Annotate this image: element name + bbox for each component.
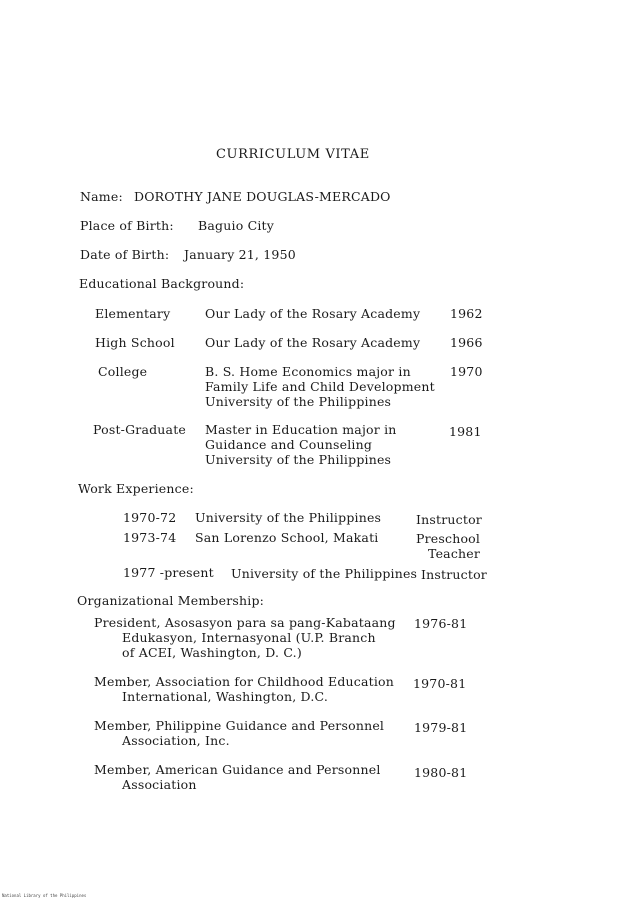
name-value: DOROTHY JANE DOUGLAS-MERCADO (134, 189, 391, 204)
organization-line: Member, Association for Childhood Education (94, 674, 395, 689)
education-school: Our Lady of the Rosary Academy (205, 306, 421, 321)
organization-line: Member, American Guidance and Personnel (94, 762, 381, 777)
organization-line: President, Asosasyon para sa pang-Kabataang (94, 615, 396, 630)
work-place: San Lorenzo School, Makati (195, 530, 379, 545)
organization-years: 1970-81 (413, 676, 467, 691)
work-place: University of the Philippines (195, 510, 382, 525)
organization-line: Member, Philippine Guidance and Personnel (94, 718, 385, 733)
place-of-birth-value: Baguio City (198, 218, 275, 233)
date-of-birth-value: January 21, 1950 (184, 247, 296, 262)
work-position: Instructor (421, 567, 487, 582)
organization-years: 1976-81 (414, 616, 468, 631)
work-years: 1973-74 (123, 530, 177, 545)
education-year: 1970 (450, 364, 483, 379)
page-title: CURRICULUM VITAE (216, 147, 370, 162)
education-level: Elementary (95, 306, 171, 321)
work-years: 1977 -present (123, 565, 214, 580)
work-position: Teacher (428, 546, 481, 561)
education-degree-line: University of the Philippines (205, 394, 392, 409)
education-heading: Educational Background: (79, 276, 245, 291)
scan-footer: National Library of the Philippines (2, 893, 87, 898)
education-year: 1962 (450, 306, 483, 321)
organization-line: International, Washington, D.C. (122, 689, 328, 704)
work-heading: Work Experience: (78, 481, 194, 496)
organization-years: 1980-81 (414, 765, 468, 780)
education-level: High School (95, 335, 175, 350)
education-degree-line: Master in Education major in (205, 422, 397, 437)
education-year: 1966 (450, 335, 483, 350)
work-position: Preschool (416, 531, 481, 546)
education-level: Post-Graduate (93, 422, 187, 437)
organization-line: Edukasyon, Internasyonal (U.P. Branch (122, 630, 376, 645)
education-year: 1981 (449, 424, 482, 439)
organization-line: Association, Inc. (122, 733, 230, 748)
organization-line: Association (122, 777, 197, 792)
education-level: College (98, 364, 148, 379)
name-label: Name: (80, 189, 123, 204)
education-school: Our Lady of the Rosary Academy (205, 335, 421, 350)
organizations-heading: Organizational Membership: (77, 593, 265, 608)
work-place: University of the Philippines (231, 566, 418, 581)
education-degree-line: University of the Philippines (205, 452, 392, 467)
education-degree-line: Family Life and Child Development (205, 379, 435, 394)
education-degree-line: B. S. Home Economics major in (205, 364, 411, 379)
work-years: 1970-72 (123, 510, 177, 525)
place-of-birth-label: Place of Birth: (80, 218, 174, 233)
work-position: Instructor (416, 512, 482, 527)
education-degree-line: Guidance and Counseling (205, 437, 373, 452)
organization-line: of ACEI, Washington, D. C.) (122, 645, 302, 660)
organization-years: 1979-81 (414, 720, 468, 735)
date-of-birth-label: Date of Birth: (80, 247, 170, 262)
